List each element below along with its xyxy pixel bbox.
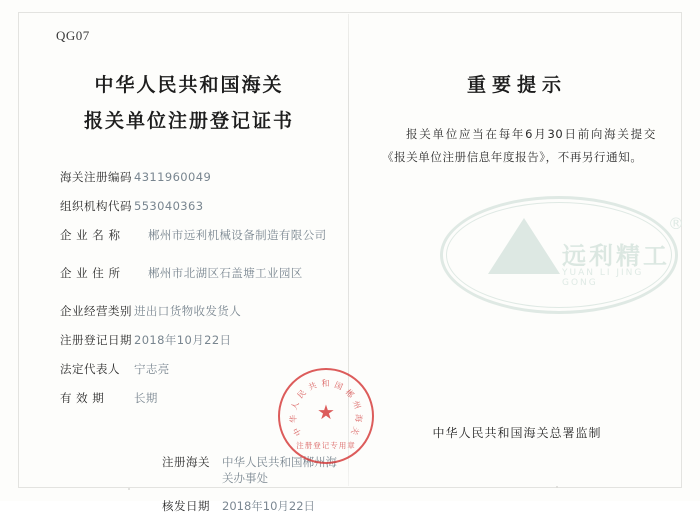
field-label: 企业经营类别	[60, 304, 132, 318]
field-row	[60, 390, 344, 406]
registered-trademark-icon: ®	[668, 214, 684, 233]
notice-title: 重要提示	[466, 74, 567, 96]
scan-artifact-dot	[128, 488, 130, 490]
field-row	[60, 303, 344, 319]
field-label: 有 效 期	[60, 391, 105, 405]
field-row	[60, 169, 344, 185]
field-value: 郴州市远利机械设备制造有限公司	[148, 228, 327, 242]
watermark-company-name: 远利精工	[562, 242, 670, 270]
footer-value: 中华人民共和国郴州海关办事处	[222, 455, 337, 485]
seal-top-text-char: 中	[291, 425, 304, 438]
certificate-left-panel	[34, 70, 344, 526]
field-row	[60, 265, 344, 281]
field-label: 海关注册编码	[60, 170, 132, 184]
seal-top-text-char: 华	[288, 413, 299, 424]
field-row	[60, 227, 344, 243]
field-label: 注册登记日期	[60, 333, 132, 347]
footer-label: 核发日期	[162, 499, 210, 513]
seal-top-text-char: 人	[289, 399, 302, 412]
seal-top-text-char: 郴	[343, 387, 357, 401]
field-value: 4311960049	[134, 170, 212, 184]
footer-row	[162, 498, 344, 514]
title-line-1: 中华人民共和国海关	[94, 74, 284, 96]
field-value: 宁志亮	[134, 362, 170, 376]
field-value: 2018年10月22日	[134, 333, 232, 347]
field-value: 553040363	[134, 199, 204, 213]
seal-bottom-text: 注册登记专用章	[296, 441, 356, 450]
field-label: 组织机构代码	[60, 199, 132, 213]
footer-row	[162, 454, 344, 486]
seal-top-text-char: 州	[350, 399, 363, 412]
seal-top-text-char: 民	[295, 387, 309, 401]
watermark-company-pinyin: YUAN LI JING GONG	[562, 268, 644, 288]
footer-value: 2018年10月22日	[222, 499, 316, 513]
seal-top-text-char: 国	[333, 380, 345, 393]
seal-top-text-char: 海	[353, 413, 364, 424]
field-label: 企 业 住 所	[60, 266, 121, 280]
notice-body	[372, 123, 662, 169]
field-value: 进出口货物收发货人	[134, 304, 242, 318]
certificate-right-panel	[372, 70, 662, 169]
field-label: 法定代表人	[60, 362, 120, 376]
field-label: 企 业 名 称	[60, 228, 121, 242]
field-row	[60, 361, 344, 377]
form-code: QG07	[56, 28, 90, 43]
field-row	[60, 332, 344, 348]
issuer-line: 中华人民共和国海关总署监制	[432, 426, 602, 440]
star-icon: ★	[317, 400, 335, 425]
seal-top-text-char: 共	[307, 380, 319, 393]
page-fold-divider	[348, 14, 349, 486]
scan-artifact-dot	[556, 486, 558, 488]
certificate-title	[34, 70, 344, 133]
notice-paragraph: 报关单位应当在每年6月30日前向海关提交《报关单位注册信息年度报告》，不再另行通知。	[382, 127, 656, 164]
seal-top-text-char: 和	[321, 379, 331, 388]
certificate-fields	[34, 169, 344, 406]
field-value: 长期	[134, 391, 158, 405]
field-row	[60, 198, 344, 214]
field-value: 郴州市北湖区石盖塘工业园区	[148, 266, 303, 280]
certificate-footer-fields	[34, 454, 344, 514]
seal-top-text-char: 关	[348, 425, 361, 438]
title-line-2: 报关单位注册登记证书	[83, 110, 294, 132]
footer-label: 注册海关	[162, 455, 210, 469]
